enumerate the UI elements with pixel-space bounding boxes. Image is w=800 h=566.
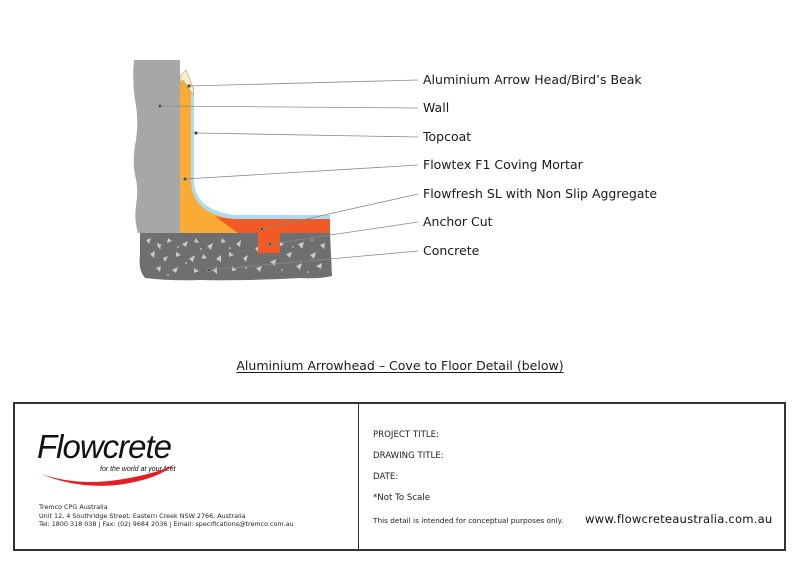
callout-coving-mortar: Flowtex F1 Coving Mortar <box>423 157 583 172</box>
wall-layer <box>133 60 180 233</box>
callout-anchor-cut: Anchor Cut <box>423 214 493 229</box>
callout-arrowhead: Aluminium Arrow Head/Bird’s Beak <box>423 72 642 87</box>
flowcrete-logo <box>37 428 187 488</box>
callout-concrete: Concrete <box>423 243 480 258</box>
company-street: Unit 12, 4 Southridge Street, Eastern Creek NSW 2766, Australia <box>39 511 246 520</box>
topcoat-layer <box>190 88 330 219</box>
logo-tagline: for the world at your feet <box>100 466 176 473</box>
drawing-title-field: DRAWING TITLE: <box>373 451 444 461</box>
drawing-caption: Aluminium Arrowhead – Cove to Floor Detail (below) <box>236 358 564 373</box>
title-block <box>13 402 786 551</box>
drawing-info-panel <box>359 404 784 549</box>
project-title-field: PROJECT TITLE: <box>373 430 440 440</box>
callout-wall: Wall <box>423 100 450 115</box>
website-link[interactable]: www.flowcreteaustralia.com.au <box>585 512 773 526</box>
company-name: Tremco CPG Australia <box>39 503 108 511</box>
logo-wordmark: Flowcrete <box>37 428 172 465</box>
company-contact: Tel: 1800 318 038 | Fax: (02) 9684 2036 | Email: specifications@tremco.com.au <box>39 520 294 528</box>
logo-swoosh-icon <box>37 428 187 488</box>
callout-topcoat: Topcoat <box>423 129 472 144</box>
company-address <box>39 503 294 529</box>
scale-note: *Not To Scale <box>373 493 430 503</box>
company-panel <box>15 404 359 549</box>
disclaimer-text: This detail is intended for conceptual purposes only. <box>373 516 564 525</box>
date-field: DATE: <box>373 472 399 482</box>
callout-flowfresh: Flowfresh SL with Non Slip Aggregate <box>423 186 658 201</box>
